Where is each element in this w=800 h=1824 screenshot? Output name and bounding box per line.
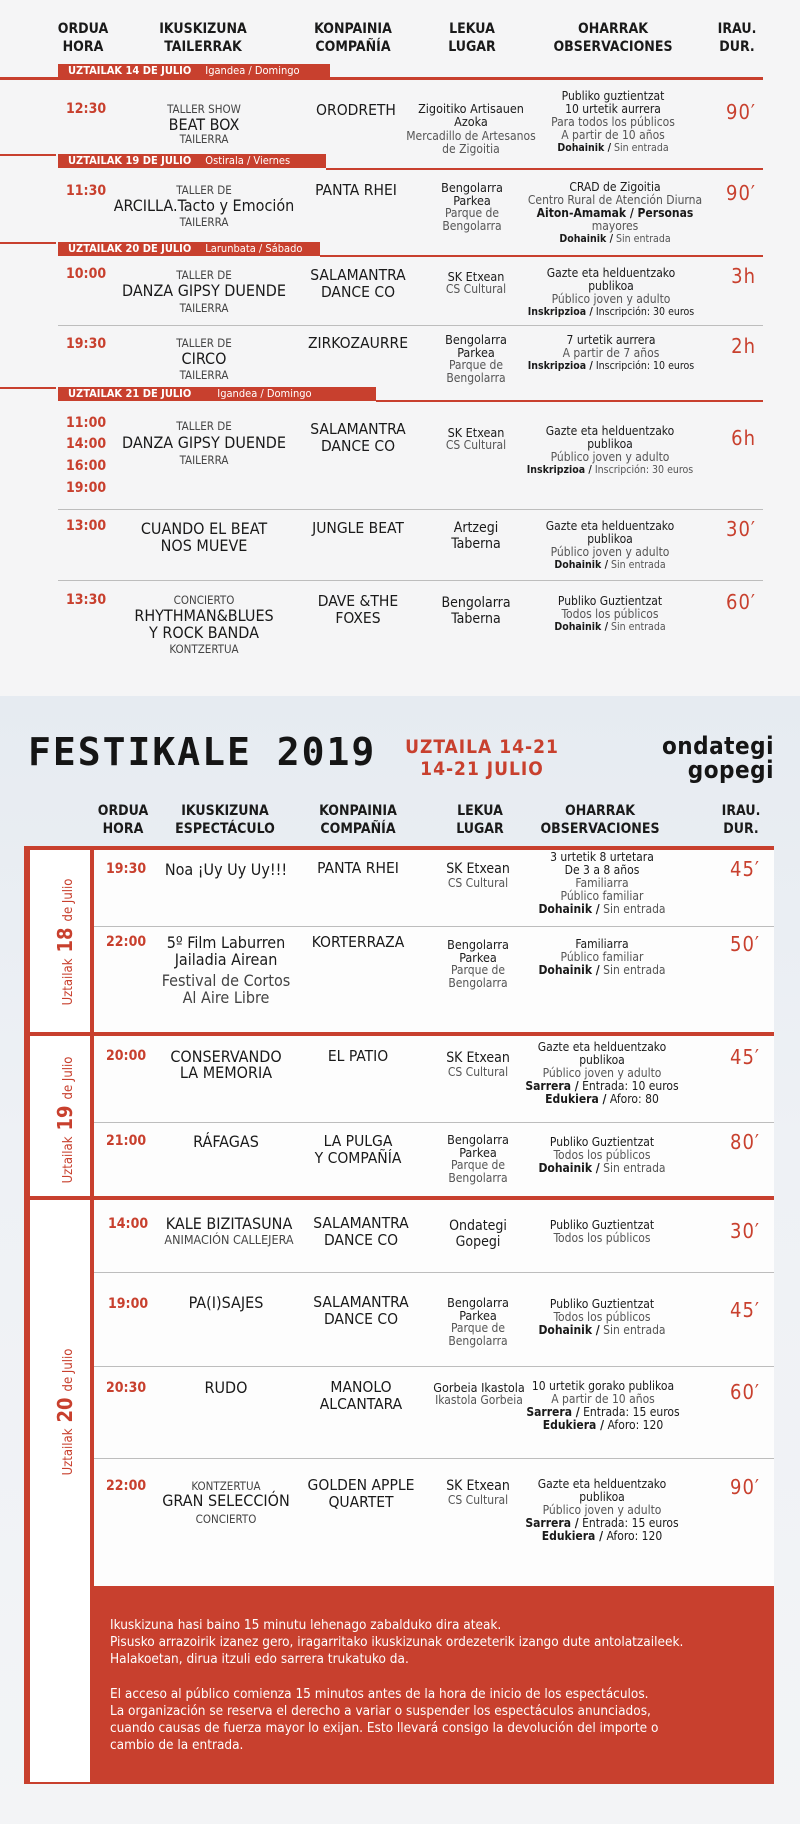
row-time: 13:30 [66, 592, 107, 608]
row-title: Y ROCK BANDA [149, 623, 259, 642]
row-title: DANZA GIPSY DUENDE [122, 433, 286, 452]
row-title: Noa ¡Uy Uy Uy!!! [164, 860, 288, 879]
row-notes: Publiko Guztientzat Todos los públicos [549, 1218, 655, 1245]
rule [320, 255, 763, 257]
row-title: LA MEMORIA [179, 1063, 273, 1082]
rule [94, 1458, 774, 1459]
row-notes: Publiko guztientzat 10 urtetik aurrera Para todos los públicos A partir de 10 años Dohainik / Sin entrada [551, 89, 675, 154]
notice-spanish: El acceso al público comienza 15 minutos antes de la hora de inicio de los espectáculos. La organización se reserva el derecho a variar o suspender los espectáculos anunciados, cuando causas de fuerza mayor lo exijan. Esto llevará consigo la devolución del importe o cambio de la entrada. [110, 1686, 659, 1753]
dayband-19: UZTAILAK 19 DE JULIO Ostirala / Viernes [58, 154, 326, 168]
row-notes: Familiarra Público familiar Dohainik / Sin entrada [538, 937, 666, 977]
row-time: 22:00 [106, 1478, 147, 1494]
row-title: PA(I)SAJES [188, 1293, 264, 1312]
row-place: SK Etxean CS Cultural [446, 1050, 510, 1079]
row-place: Gorbeia Ikastola Ikastola Gorbeia [433, 1380, 525, 1407]
row-place: Bengolarra Taberna [441, 595, 511, 627]
header-duration: IRAU. DUR. [717, 21, 757, 55]
row-duration: 60′ [730, 1380, 760, 1404]
row-pre: KONTZERTUA [191, 1479, 261, 1493]
row-company: LA PULGA Y COMPAÑÍA [314, 1132, 402, 1167]
row-duration: 50′ [730, 932, 760, 956]
row-company: GOLDEN APPLE QUARTET [307, 1476, 415, 1511]
row-duration: 3h [731, 264, 756, 288]
row-place: SK Etxean CS Cultural [445, 425, 507, 452]
row-pre: CONCIERTO [173, 593, 235, 607]
row-company: ZIRKOZAURRE [307, 334, 409, 352]
row-post: TAILERRA [179, 301, 229, 315]
row-company: PANTA RHEI [317, 859, 399, 877]
row-notes: Gazte eta helduentzako publikoa Público joven y adulto Dohainik / Sin entrada [545, 519, 675, 571]
header-time: ORDUA HORA [97, 803, 149, 837]
brand-logo: ondategi gopegi [661, 732, 774, 784]
row-company: EL PATIO [327, 1047, 389, 1065]
header-notes: OHARRAK OBSERVACIONES [553, 21, 673, 55]
row-notes: 10 urtetik gorako publikoa A partir de 10 años Sarrera / Entrada: 15 euros Edukiera / Aforo: 120 [526, 1379, 680, 1432]
row-time: 21:00 [106, 1133, 147, 1149]
row-place: SK Etxean CS Cultural [446, 1478, 510, 1507]
row-post: TAILERRA [179, 132, 229, 146]
rule [0, 242, 56, 244]
row-pre: TALLER DE [176, 419, 232, 433]
row-place: Bengolarra Parkea Parque de Bengolarra [447, 937, 509, 990]
row-duration: 90′ [726, 100, 756, 124]
row-time: 19:00 [66, 480, 107, 496]
row-company: DAVE &THE FOXES [317, 592, 399, 627]
row-time: 19:30 [66, 336, 107, 352]
row-duration: 6h [731, 426, 756, 450]
date-label-saturday: Uztailak20de Julio [53, 1348, 77, 1476]
row-time: 20:30 [106, 1380, 147, 1396]
header-company: KONPAINIA COMPAÑÍA [319, 803, 397, 837]
row-duration: 30′ [726, 517, 756, 541]
row-time: 10:00 [66, 266, 107, 282]
row-notes: Publiko Guztientzat Todos los públicos Dohainik / Sin entrada [554, 594, 666, 633]
dayband-21: UZTAILAK 21 DE JULIO Igandea / Domingo [58, 387, 376, 401]
row-time: 20:00 [106, 1048, 147, 1064]
row-place: Zigoitiko Artisauen Azoka Mercadillo de Artesanos de Zigoitia [406, 101, 536, 156]
rule [58, 325, 763, 326]
row-duration: 45′ [730, 857, 760, 881]
row-time: 12:30 [66, 101, 107, 117]
row-title: Al Aire Libre [182, 988, 270, 1007]
row-notes: Gazte eta helduentzako publikoa Público joven y adulto Sarrera / Entrada: 15 euros Edukiera / Aforo: 120 [525, 1477, 679, 1543]
row-company: ORODRETH [316, 101, 396, 119]
row-title: RHYTHMAN&BLUES [134, 606, 274, 625]
header-time: ORDUA HORA [57, 21, 109, 55]
row-notes: 3 urtetik 8 urtetara De 3 a 8 años Familiarra Público familiar Dohainik / Sin entrada [538, 850, 666, 916]
row-company: PANTA RHEI [315, 181, 397, 199]
row-pre: TALLER DE [176, 336, 232, 350]
row-duration: 90′ [730, 1475, 760, 1499]
row-title: Jailadia Airean [174, 950, 278, 969]
row-duration: 90′ [726, 181, 756, 205]
row-place: Bengolarra Parkea Parque de Bengolarra [447, 1132, 509, 1185]
row-place: Ondategi Gopegi [449, 1218, 507, 1250]
row-time: 14:00 [108, 1216, 149, 1232]
row-title: NOS MUEVE [160, 536, 248, 555]
date-label-friday: Uztailak19de Julio [53, 1056, 77, 1184]
rule [94, 1122, 774, 1123]
row-title: GRAN SELECCIÓN [162, 1491, 290, 1510]
row-time: 13:00 [66, 518, 107, 534]
row-pre: TALLER DE [176, 268, 232, 282]
day-date-column [30, 1200, 90, 1782]
row-pre: TALLER DE [176, 183, 232, 197]
row-title: DANZA GIPSY DUENDE [122, 281, 286, 300]
rule [94, 926, 774, 927]
row-place: SK Etxean CS Cultural [445, 269, 507, 296]
row-place: Bengolarra Parkea Parque de Bengolarra [447, 1295, 509, 1348]
row-duration: 45′ [730, 1045, 760, 1069]
row-post: TAILERRA [179, 368, 229, 382]
row-company: KORTERRAZA [311, 933, 405, 951]
row-company: MANOLO ALCANTARA [319, 1378, 403, 1413]
day-label-thursday: OSTEGUNA / JUEVES [31, 869, 47, 1010]
day-label-saturday: LARUNBATA / SÁBADO [31, 1328, 47, 1483]
row-title: RÁFAGAS [193, 1132, 259, 1151]
header-show: IKUSKIZUNA ESPECTÁCULO [175, 803, 275, 837]
row-title: CIRCO [181, 349, 227, 368]
row-notes: Gazte eta helduentzako publikoa Público joven y adulto Inskripzioa / Inscripción: 30 euros [527, 266, 695, 318]
row-place: Bengolarra Parkea Parque de Bengolarra [441, 180, 503, 233]
festival-title: FESTIKALE 2019 [28, 730, 377, 774]
row-post: KONTZERTUA [169, 642, 239, 656]
row-pre: TALLER SHOW [167, 102, 241, 116]
row-duration: 60′ [726, 590, 756, 614]
row-company: JUNGLE BEAT [312, 519, 404, 537]
row-company: SALAMANTRA DANCE CO [313, 1214, 409, 1249]
row-notes: Publiko Guztientzat Todos los públicos Dohainik / Sin entrada [538, 1297, 666, 1337]
dayband-20: UZTAILAK 20 DE JULIO Larunbata / Sábado [58, 242, 320, 256]
row-post: CONCIERTO [195, 1512, 257, 1526]
row-duration: 30′ [730, 1219, 760, 1243]
date-label-thursday: Uztailak18de Julio [53, 878, 77, 1006]
row-duration: 2h [731, 334, 756, 358]
row-title: ARCILLA.Tacto y Emoción [113, 196, 295, 215]
row-title: BEAT BOX [168, 115, 240, 134]
festival-dates: UZTAILA 14-21 14-21 JULIO [405, 736, 559, 780]
row-company: SALAMANTRA DANCE CO [313, 1293, 409, 1328]
row-post: TAILERRA [179, 453, 229, 467]
row-time: 14:00 [66, 436, 107, 452]
row-time: 19:00 [108, 1296, 149, 1312]
day-label-friday: OSTIRALA / VIERNES [31, 1043, 47, 1188]
row-place: SK Etxean CS Cultural [446, 861, 510, 890]
dayband-14: UZTAILAK 14 DE JULIO Igandea / Domingo [58, 64, 330, 78]
row-notes: Gazte eta helduentzako publikoa Público joven y adulto Sarrera / Entrada: 10 euros Edukiera / Aforo: 80 [525, 1040, 679, 1106]
row-title: 5º Film Laburren [166, 933, 286, 952]
row-notes: Publiko Guztientzat Todos los públicos Dohainik / Sin entrada [538, 1135, 666, 1175]
header-duration: IRAU. DUR. [721, 803, 761, 837]
row-notes: CRAD de Zigoitia Centro Rural de Atención Diurna Aiton-Amamak / Personas mayores Dohainik / Sin entrada [527, 180, 703, 245]
row-duration: 45′ [730, 1298, 760, 1322]
rule [326, 168, 763, 170]
rule [94, 1366, 774, 1367]
row-company: SALAMANTRA DANCE CO [310, 420, 406, 455]
row-title: CUANDO EL BEAT [140, 519, 268, 538]
row-time: 11:00 [66, 415, 107, 431]
row-notes: 7 urtetik aurrera A partir de 7 años Inskripzioa / Inscripción: 10 euros [527, 333, 695, 372]
rule [376, 400, 763, 402]
row-title: CONSERVANDO [170, 1047, 282, 1066]
row-place: Artzegi Taberna [451, 520, 501, 552]
notice-basque: Ikuskizuna hasi baino 15 minutu lehenago zabalduko dira ateak. Pisusko arrazoirik izanez gero, iragarritako ikuskizunak ordezeterik izango dute antolatzaileek. Halakoetan, dirua itzuli edo sarrera trukatuko da. [110, 1617, 684, 1667]
rule [58, 509, 763, 510]
row-time: 11:30 [66, 183, 107, 199]
rule [58, 580, 763, 581]
header-place: LEKUA LUGAR [456, 803, 504, 837]
row-company: SALAMANTRA DANCE CO [310, 266, 406, 301]
row-place: Bengolarra Parkea Parque de Bengolarra [445, 332, 507, 385]
row-time: 22:00 [106, 934, 147, 950]
row-title: RUDO [204, 1378, 248, 1397]
row-duration: 80′ [730, 1130, 760, 1154]
row-time: 16:00 [66, 458, 107, 474]
header-place: LEKUA LUGAR [448, 21, 496, 55]
header-workshops: IKUSKIZUNA TAILERRAK [159, 21, 247, 55]
row-time: 19:30 [106, 861, 147, 877]
rule [0, 387, 56, 389]
row-title: KALE BIZITASUNA [165, 1214, 293, 1233]
header-notes: OHARRAK OBSERVACIONES [540, 803, 660, 837]
row-title: Festival de Cortos [161, 971, 291, 990]
row-notes: Gazte eta helduentzako publikoa Público joven y adulto Inskripzioa / Inscripción: 30 euros [526, 424, 694, 476]
rule [0, 154, 56, 156]
header-company: KONPAINIA COMPAÑÍA [314, 21, 392, 55]
row-post: TAILERRA [179, 215, 229, 229]
rule [94, 1272, 774, 1273]
row-subtitle: ANIMACIÓN CALLEJERA [164, 1232, 294, 1247]
